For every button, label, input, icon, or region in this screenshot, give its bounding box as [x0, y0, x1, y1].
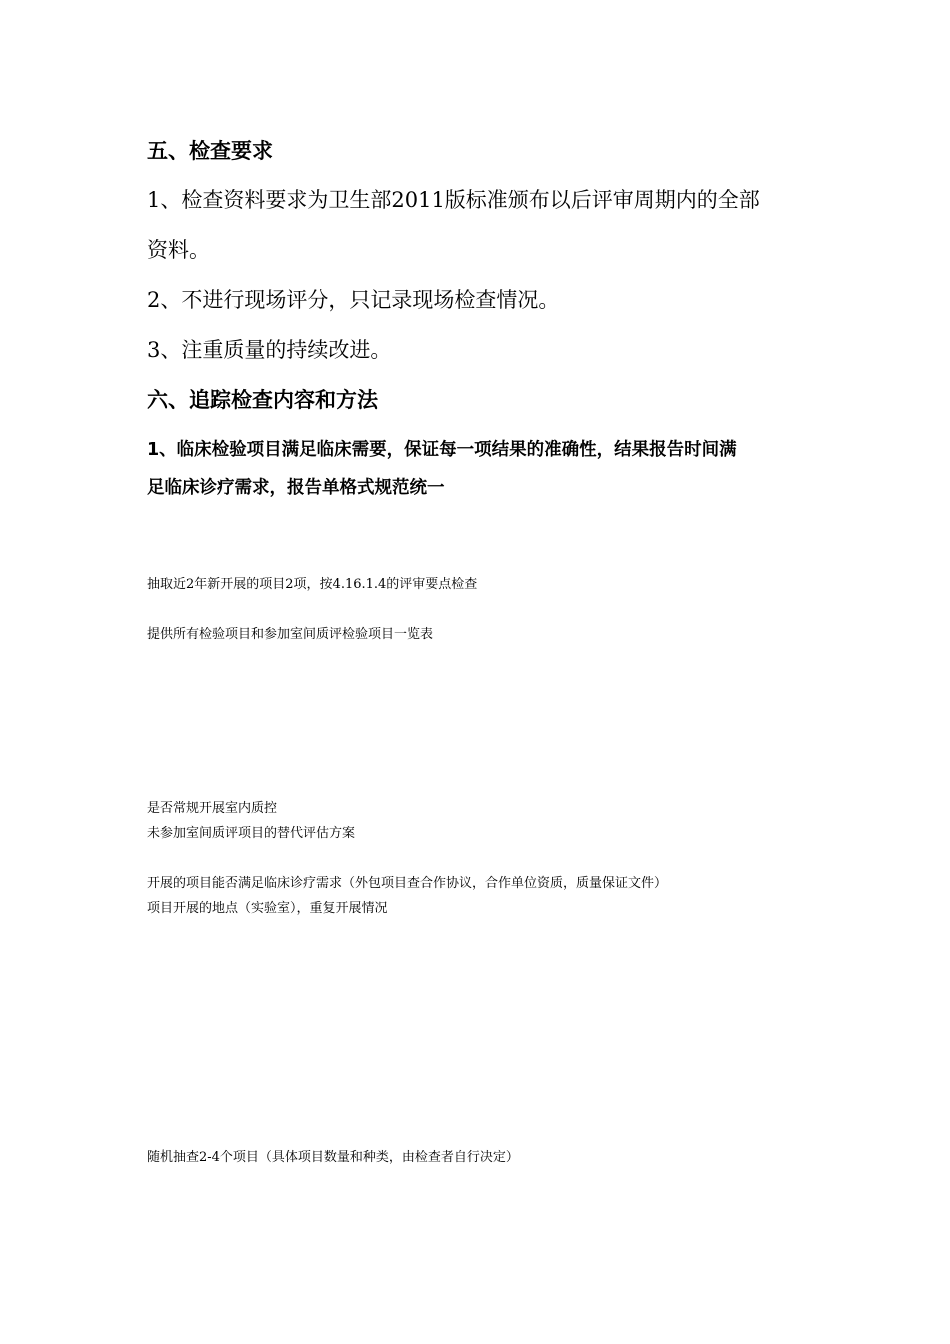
section-5-item-3: 3、注重质量的持续改进。 [147, 338, 392, 362]
section-5-heading: 五、检查要求 [147, 139, 273, 163]
note-clinical-needs: 开展的项目能否满足临床诊疗需求（外包项目查合作协议，合作单位资质，质量保证文件） [147, 876, 668, 891]
section-5-item-1-line-2: 资料。 [147, 238, 210, 262]
note-new-projects: 抽取近2年新开展的项目2项，按4.16.1.4的评审要点检查 [147, 577, 478, 592]
note-internal-qc: 是否常规开展室内质控 [147, 801, 278, 816]
section-6-item-1-line-2: 足临床诊疗需求，报告单格式规范统一 [147, 478, 445, 498]
section-6-item-1-line-1: 1、临床检验项目满足临床需要，保证每一项结果的准确性，结果报告时间满 [147, 440, 737, 460]
note-project-list: 提供所有检验项目和参加室间质评检验项目一览表 [147, 627, 434, 642]
section-5-item-2: 2、不进行现场评分，只记录现场检查情况。 [147, 288, 560, 312]
note-alternative-assessment: 未参加室间质评项目的替代评估方案 [147, 826, 356, 841]
section-5-item-1-line-1: 1、检查资料要求为卫生部2011版标准颁布以后评审周期内的全部 [147, 188, 760, 212]
note-project-location: 项目开展的地点（实验室），重复开展情况 [147, 901, 388, 916]
section-6-heading: 六、追踪检查内容和方法 [147, 388, 378, 412]
note-random-check: 随机抽查2-4个项目（具体项目数量和种类，由检查者自行决定） [147, 1150, 519, 1165]
